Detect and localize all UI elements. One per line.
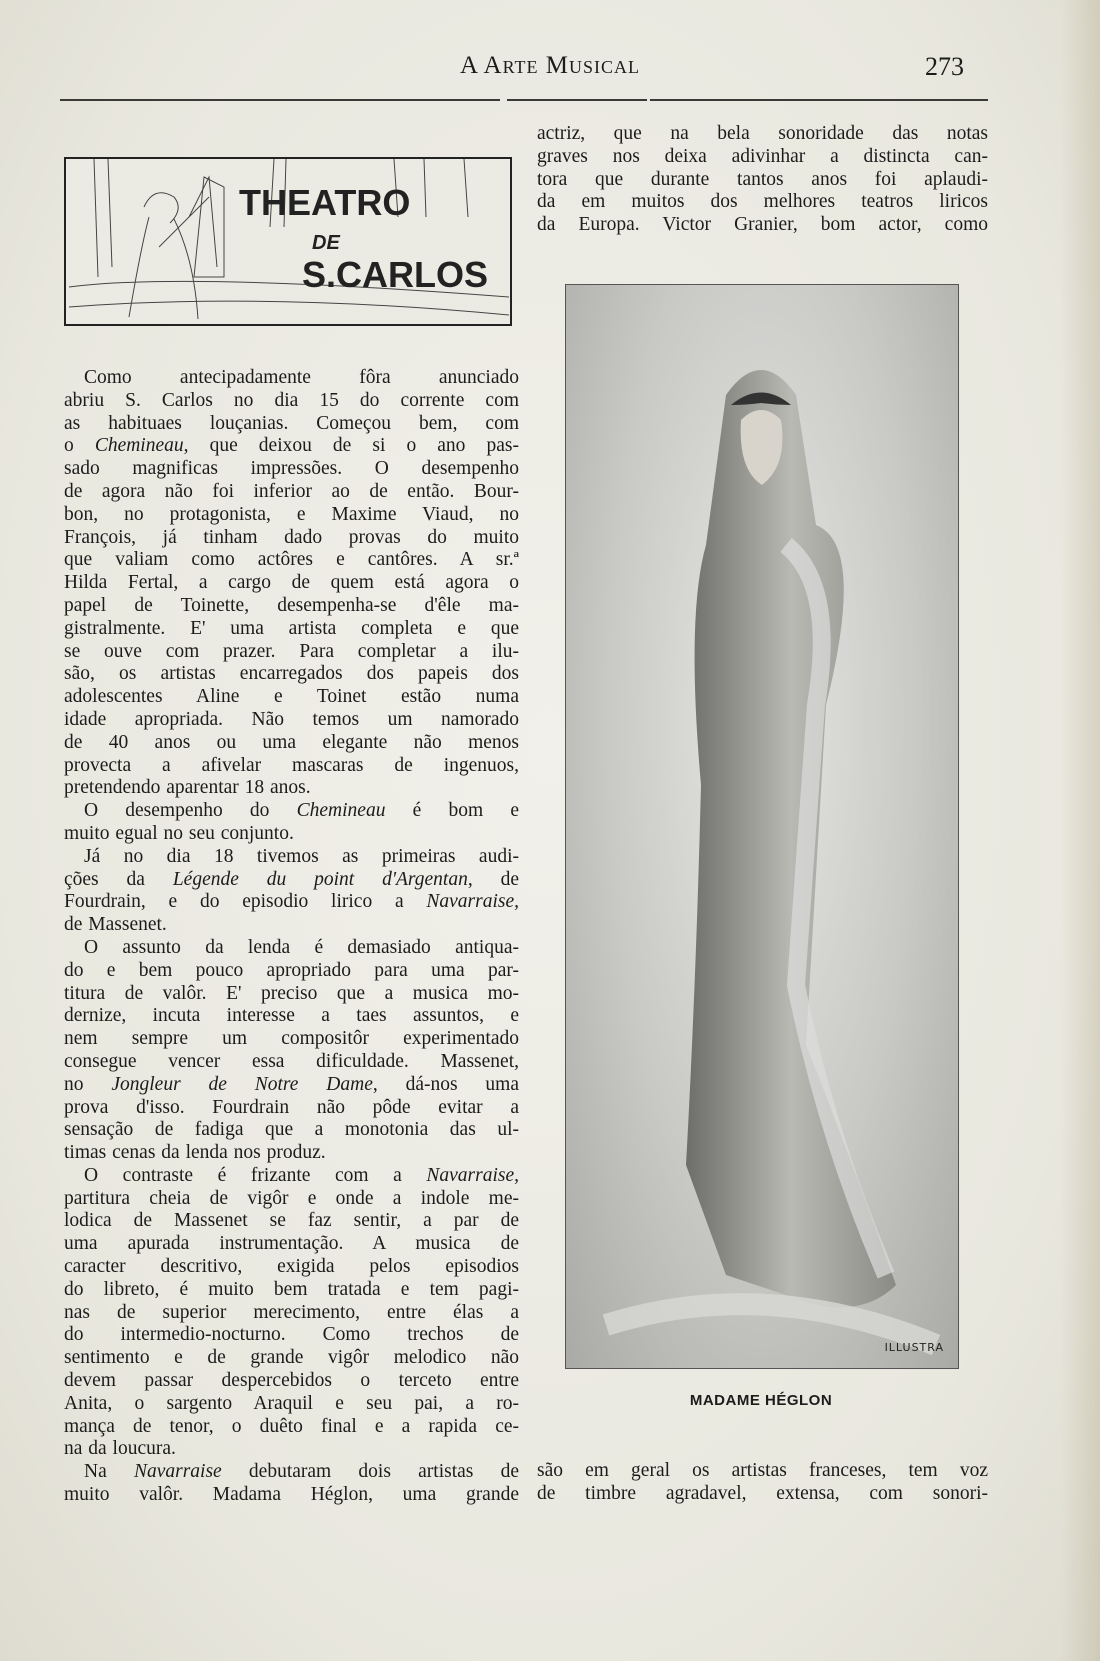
- text-line: [64, 869, 519, 892]
- theatro-sao-carlos-banner: [64, 157, 512, 326]
- text-line: [537, 1483, 988, 1506]
- text-segment: timas cenas da lenda nos produz.: [64, 1142, 326, 1164]
- text-line: [64, 413, 519, 436]
- text-segment: no: [64, 1073, 112, 1095]
- text-line: [64, 1142, 519, 1165]
- text-segment: do e bem pouco apropriado para uma par-: [64, 959, 519, 981]
- banner-illustration: [64, 157, 512, 326]
- text-line: [64, 1347, 519, 1370]
- text-line: [64, 891, 519, 914]
- text-line: [64, 1188, 519, 1211]
- italic-title-text: Jongleur de Notre Dame: [111, 1073, 373, 1095]
- text-line: [64, 1484, 519, 1507]
- text-segment: lodica de Massenet se faz sentir, a par de: [64, 1210, 519, 1232]
- text-segment: tora que durante tantos anos foi aplaudi-: [537, 168, 988, 190]
- text-segment: de timbre agradavel, extensa, com sonori-: [537, 1482, 988, 1504]
- text-segment: Fourdrain, e do episodio lirico a: [64, 891, 427, 913]
- banner-title-line2: DE: [312, 232, 340, 254]
- text-line: [64, 1302, 519, 1325]
- text-segment: dernize, incuta interesse a taes assuntos, e: [64, 1005, 519, 1027]
- text-line: [64, 481, 519, 504]
- text-line: [64, 937, 519, 960]
- text-segment: O contraste é frizante com a: [84, 1164, 427, 1186]
- text-line: [64, 390, 519, 413]
- text-line: [537, 191, 988, 214]
- text-segment: muito egual no seu conjunto.: [64, 822, 294, 844]
- text-line: [64, 755, 519, 778]
- text-line: [64, 983, 519, 1006]
- text-segment: consegue vencer essa dificuldade. Massenet,: [64, 1050, 519, 1072]
- text-line: [64, 504, 519, 527]
- text-segment: da em muitos dos melhores teatros liricos: [537, 191, 988, 213]
- text-line: [64, 1370, 519, 1393]
- left-column-text: [64, 367, 519, 1507]
- text-line: [64, 1461, 519, 1484]
- text-segment: sado magnificas impressões. O desempenho: [64, 458, 519, 480]
- text-line: [537, 1460, 988, 1483]
- text-segment: de agora não foi inferior ao de então. Bour-: [64, 480, 519, 502]
- text-segment: caracter descritivo, exigida pelos episodios: [64, 1256, 519, 1278]
- text-line: [64, 435, 519, 458]
- text-line: [64, 1005, 519, 1028]
- illustrator-signature: ILLUSTRA: [884, 1341, 944, 1354]
- text-line: [64, 1097, 519, 1120]
- banner-title-line1: THEATRO: [239, 182, 411, 223]
- text-line: [64, 732, 519, 755]
- page-number: 273: [925, 52, 964, 81]
- text-line: [64, 1119, 519, 1142]
- text-line: [537, 123, 988, 146]
- text-line: [64, 1279, 519, 1302]
- banner-title-line3: S.CARLOS: [302, 254, 489, 295]
- text-segment: da Europa. Victor Granier, bom actor, como: [537, 214, 988, 236]
- header-rule-right: [650, 99, 988, 101]
- text-line: [64, 914, 519, 937]
- text-line: [64, 709, 519, 732]
- portrait-photo-madame-heglon: [565, 284, 959, 1369]
- text-segment: mança de tenor, o duêto final e a rapida ce-: [64, 1415, 519, 1437]
- text-segment: papel de Toinette, desempenha-se d'êle ma-: [64, 594, 519, 616]
- text-segment: François, já tinham dado provas do muito: [64, 526, 519, 548]
- text-segment: graves nos deixa adivinhar a distincta can-: [537, 145, 988, 167]
- text-segment: ções da: [64, 868, 173, 890]
- text-line: [64, 1233, 519, 1256]
- header-rule-left: [60, 99, 500, 101]
- text-segment: Hilda Fertal, a cargo de quem está agora o: [64, 572, 519, 594]
- text-segment: de Massenet.: [64, 914, 167, 936]
- text-line: [64, 641, 519, 664]
- text-segment: são, os artistas encarregados dos papeis dos: [64, 663, 519, 685]
- running-title: A Arte Musical: [460, 52, 640, 79]
- text-line: [64, 527, 519, 550]
- text-segment: bon, no protagonista, e Maxime Viaud, no: [64, 503, 519, 525]
- text-line: [64, 618, 519, 641]
- text-line: [64, 1165, 519, 1188]
- header-rule-mid: [507, 99, 647, 101]
- text-line: [64, 1393, 519, 1416]
- text-line: [64, 823, 519, 846]
- italic-title-text: Chemineau: [296, 800, 386, 822]
- text-line: [64, 572, 519, 595]
- text-segment: nem sempre um compositôr experimentado: [64, 1028, 519, 1050]
- text-segment: abriu S. Carlos no dia 15 do corrente com: [64, 389, 519, 411]
- text-segment: , de: [467, 868, 520, 890]
- text-line: [64, 777, 519, 800]
- text-segment: sensação de fadiga que a monotonia das ul-: [64, 1119, 519, 1141]
- text-segment: Como antecipadamente fôra anunciado: [84, 367, 519, 388]
- text-segment: gistralmente. E' uma artista completa e que: [64, 617, 519, 639]
- text-line: [64, 458, 519, 481]
- text-line: [64, 846, 519, 869]
- text-segment: nas de superior merecimento, entre élas a: [64, 1301, 519, 1323]
- text-segment: do intermedio-nocturno. Como trechos de: [64, 1324, 519, 1346]
- text-segment: Na: [84, 1461, 134, 1483]
- text-line: [64, 1438, 519, 1461]
- text-segment: se ouve com prazer. Para completar a ilu-: [64, 640, 519, 662]
- text-line: [64, 663, 519, 686]
- text-segment: sentimento e de grande vigôr melodico não: [64, 1347, 519, 1369]
- text-segment: idade apropriada. Não temos um namorado: [64, 708, 519, 730]
- text-line: [64, 595, 519, 618]
- text-line: [64, 367, 519, 390]
- text-line: [64, 1256, 519, 1279]
- right-column-bottom-text: [537, 1460, 988, 1506]
- text-segment: é bom e: [385, 800, 519, 822]
- photo-caption: MADAME HÉGLON: [689, 1392, 833, 1409]
- text-segment: são em geral os artistas franceses, tem voz: [537, 1460, 988, 1481]
- text-segment: as habituaes louçanias. Começou bem, com: [64, 412, 519, 434]
- text-line: [537, 214, 988, 237]
- text-segment: , que deixou de si o ano pas-: [183, 435, 519, 457]
- text-line: [64, 1028, 519, 1051]
- text-line: [64, 686, 519, 709]
- text-segment: devem passar despercebidos o terceto entre: [64, 1370, 519, 1392]
- text-segment: Anita, o sargento Araquil e seu pai, a ro-: [64, 1392, 519, 1414]
- text-segment: titura de valôr. E' preciso que a musica mo-: [64, 982, 519, 1004]
- text-line: [64, 1051, 519, 1074]
- text-segment: muito valôr. Madama Héglon, uma grande: [64, 1484, 519, 1506]
- text-segment: do libreto, é muito bem tratada e tem pagi-: [64, 1278, 519, 1300]
- text-segment: actriz, que na bela sonoridade das notas: [537, 123, 988, 144]
- text-segment: de 40 anos ou uma elegante não menos: [64, 731, 519, 753]
- text-line: [64, 549, 519, 572]
- text-segment: na da loucura.: [64, 1438, 176, 1460]
- text-segment: que valiam como actôres e cantôres. A sr.ª: [64, 549, 519, 571]
- text-line: [537, 146, 988, 169]
- portrait-figure: [566, 285, 958, 1368]
- text-line: [64, 1074, 519, 1097]
- text-segment: , dá-nos uma: [372, 1073, 519, 1095]
- text-segment: adolescentes Aline e Toinet estão numa: [64, 686, 519, 708]
- text-segment: uma apurada instrumentação. A musica de: [64, 1233, 519, 1255]
- text-segment: Já no dia 18 tivemos as primeiras audi-: [84, 845, 519, 867]
- text-line: [64, 960, 519, 983]
- italic-title-text: Légende du point d'Argentan: [172, 868, 468, 890]
- text-segment: O assunto da lenda é demasiado antiqua-: [84, 936, 519, 958]
- text-line: [64, 1416, 519, 1439]
- text-segment: pretendendo aparentar 18 anos.: [64, 777, 311, 799]
- italic-title-text: Navarraise,: [426, 1164, 519, 1186]
- italic-title-text: Navarraise,: [426, 891, 519, 913]
- text-line: [64, 800, 519, 823]
- text-line: [537, 169, 988, 192]
- text-segment: O desempenho do: [84, 800, 297, 822]
- right-column-top-text: [537, 123, 988, 237]
- text-segment: debutaram dois artistas de: [221, 1461, 519, 1483]
- text-segment: o: [64, 435, 95, 457]
- italic-title-text: Navarraise: [133, 1461, 222, 1483]
- text-segment: partitura cheia de vigôr e onde a indole me-: [64, 1187, 519, 1209]
- text-segment: prova d'isso. Fourdrain não pôde evitar a: [64, 1096, 519, 1118]
- text-line: [64, 1324, 519, 1347]
- text-line: [64, 1210, 519, 1233]
- page-edge-shadow: [1060, 0, 1100, 1661]
- text-segment: provecta a afivelar mascaras de ingenuos,: [64, 754, 519, 776]
- italic-title-text: Chemineau: [94, 435, 184, 457]
